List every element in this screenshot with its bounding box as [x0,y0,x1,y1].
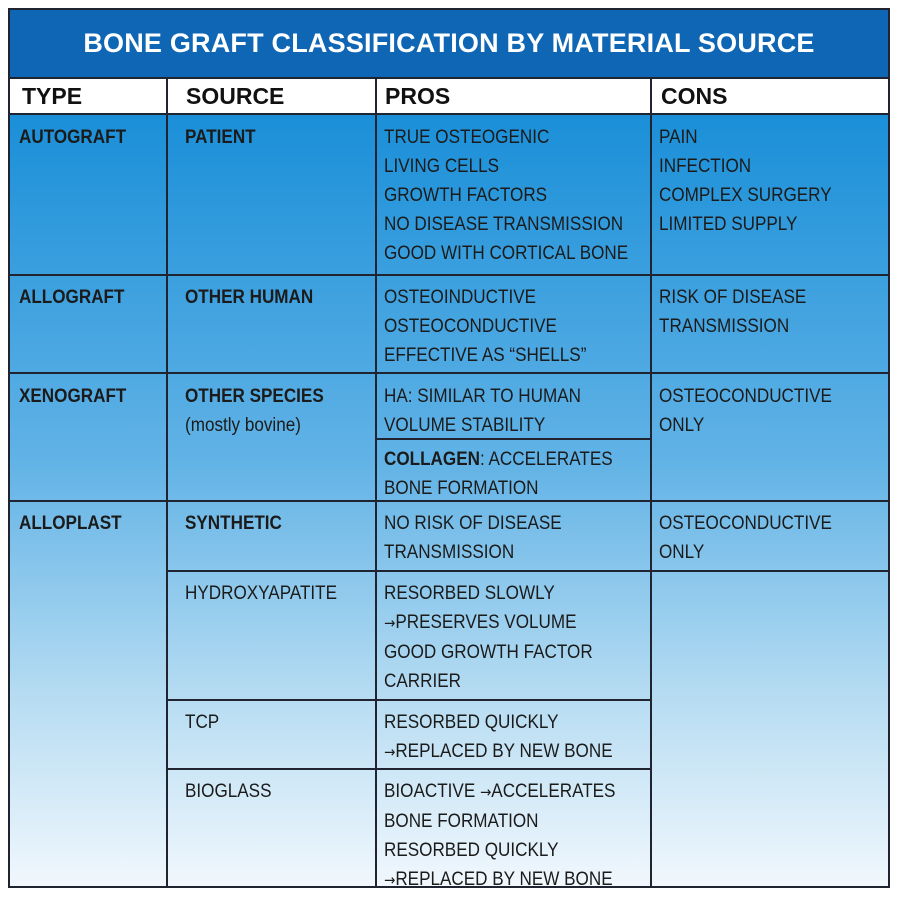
title-text: BONE GRAFT CLASSIFICATION BY MATERIAL SOURCE [83,28,815,58]
row-xenograft-pros-collagen [375,437,623,503]
pros-line: OSTEOINDUCTIVE [384,287,537,308]
table-body [10,115,888,888]
row-allograft-pros [375,275,623,370]
pros-text: REPLACED BY NEW BONE [395,741,613,762]
row-xenograft-source [176,374,355,440]
row-autograft-type [10,115,150,152]
row-allograft-type [10,275,150,312]
cons-line: LIMITED SUPPLY [659,214,798,235]
pros-line: RESORBED QUICKLY [384,712,559,733]
header-pros: PROS [385,82,451,109]
type-label: ALLOPLAST [19,513,122,534]
header-divider [375,79,377,113]
pros-line: LIVING CELLS [384,156,500,177]
pros-line: GOOD GROWTH FACTOR [384,642,593,663]
column-divider [375,115,377,888]
row-allograft-cons [650,275,866,341]
collagen-rest: : ACCELERATES [479,449,613,470]
pros-line [384,777,614,807]
arrow-icon: → [479,783,492,801]
row-hydroxyapatite-pros [375,571,623,696]
pros-line: TRUE OSTEOGENIC [384,127,550,148]
pros-line: BONE FORMATION [384,811,539,832]
pros-line: EFFECTIVE AS “SHELLS” [384,345,587,366]
pros-text: BIOACTIVE [384,781,480,802]
source-label: HYDROXYAPATITE [185,583,338,604]
pros-text: ACCELERATES [491,781,616,802]
pros-line: CARRIER [384,671,461,692]
source-label: SYNTHETIC [185,513,282,534]
pros-line: NO RISK OF DISEASE [384,513,562,534]
type-label: AUTOGRAFT [19,127,127,148]
header-cons: CONS [661,82,728,109]
arrow-icon: → [384,871,396,888]
pros-line: RESORBED QUICKLY [384,840,559,861]
row-autograft-pros [375,115,629,268]
header-divider [650,79,652,113]
pros-line: BONE FORMATION [384,478,539,499]
pros-text: PRESERVES VOLUME [395,612,577,633]
cons-line: OSTEOCONDUCTIVE [659,513,832,534]
pros-line: TRANSMISSION [384,542,515,563]
row-xenograft-pros-ha [375,374,623,440]
cons-line: COMPLEX SURGERY [659,185,832,206]
cons-line: INFECTION [659,156,752,177]
pros-line [384,865,614,888]
row-hydroxyapatite-source [176,571,355,608]
header-source: SOURCE [186,82,285,109]
row-alloplast-type [10,501,150,538]
row-allograft-source [176,275,355,312]
column-divider [650,115,652,888]
row-autograft-cons [650,115,866,239]
cons-line: OSTEOCONDUCTIVE [659,386,832,407]
cons-line: ONLY [659,542,705,563]
pros-text: REPLACED BY NEW BONE [395,869,613,888]
source-note: (mostly bovine) [185,415,301,436]
source-label: OTHER HUMAN [185,287,314,308]
row-xenograft-type [10,374,150,411]
pros-line: GOOD WITH CORTICAL BONE [384,243,629,264]
row-tcp-pros [375,700,623,767]
pros-line: RESORBED SLOWLY [384,583,555,604]
source-label: BIOGLASS [185,781,272,802]
source-label: OTHER SPECIES [185,386,324,407]
pros-line: HA: SIMILAR TO HUMAN [384,386,582,407]
row-synthetic-source [176,501,355,538]
header-type: TYPE [22,82,83,109]
pros-line: VOLUME STABILITY [384,415,546,436]
row-bioglass-source [176,769,355,806]
cons-line: PAIN [659,127,698,148]
cons-line: TRANSMISSION [659,316,790,337]
pros-line [384,445,614,474]
type-label: XENOGRAFT [19,386,127,407]
cons-line: RISK OF DISEASE [659,287,807,308]
row-xenograft-cons [650,374,866,440]
header-row [10,77,888,115]
table-frame [8,8,890,888]
pros-line: OSTEOCONDUCTIVE [384,316,557,337]
header-divider [166,79,168,113]
column-divider [166,115,168,888]
arrow-icon: → [384,743,396,761]
pros-line: GROWTH FACTORS [384,185,548,206]
pros-line [384,737,614,767]
row-tcp-source [176,700,355,737]
type-label: ALLOGRAFT [19,287,125,308]
row-synthetic-cons [650,501,866,567]
row-synthetic-pros [375,501,623,567]
row-autograft-source [176,115,355,152]
arrow-icon: → [384,614,396,632]
collagen-bold: COLLAGEN [384,449,480,470]
table-title [10,10,888,77]
pros-line: NO DISEASE TRANSMISSION [384,214,624,235]
source-label: TCP [185,712,220,733]
pros-line [384,608,614,638]
source-label: PATIENT [185,127,256,148]
cons-line: ONLY [659,415,705,436]
row-bioglass-pros [375,769,623,888]
